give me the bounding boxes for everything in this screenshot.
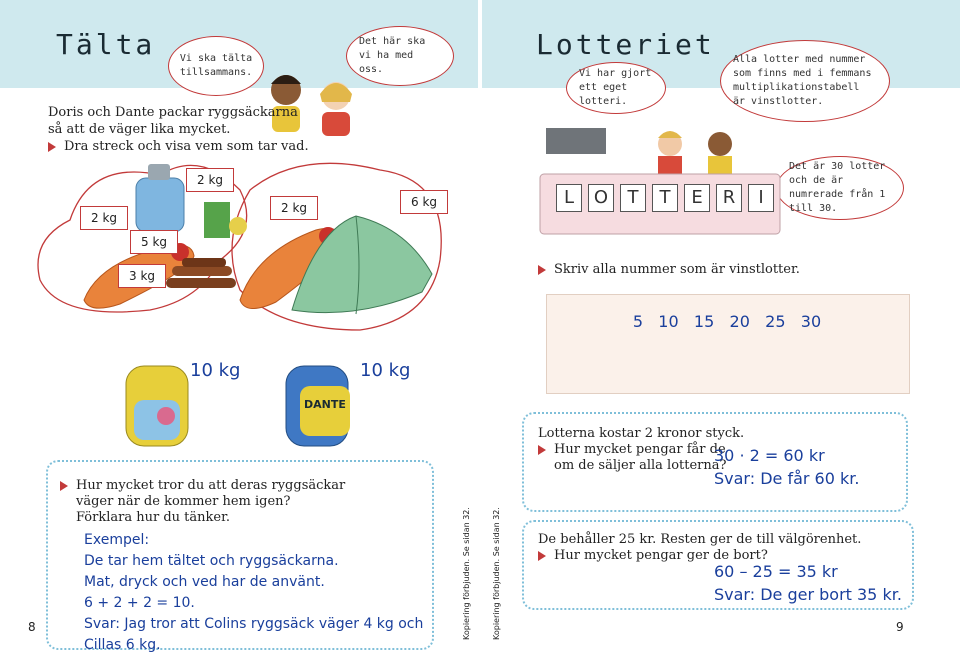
speech-bubble-gear: Det här ska vi ha med oss.: [346, 26, 454, 86]
answer-line: Svar: De får 60 kr.: [714, 469, 860, 488]
question-line: Förklara hur du tänker.: [76, 510, 230, 525]
question-line: Hur mycket tror du att deras ryggsäckar: [76, 478, 346, 493]
speech-bubble-rules: Alla lotter med nummer som finns med i femmans multiplikationstabell är vinstlotter.: [720, 40, 890, 122]
answer-line: 60 – 25 = 35 kr: [714, 562, 838, 581]
intro-line: Doris och Dante packar ryggsäckarna: [48, 105, 298, 120]
weight-tag: 2 kg: [270, 196, 318, 220]
backpack-icon: [118, 356, 198, 448]
intro-instruction: Dra streck och visa vem som tar vad.: [48, 138, 309, 155]
banner-letter: R: [716, 184, 742, 212]
answer-line: 30 · 2 = 60 kr: [714, 446, 825, 465]
speech-bubble-tent: Vi ska tälta tillsammans.: [168, 36, 264, 96]
winning-numbers-field[interactable]: [546, 294, 910, 394]
weight-tag: 3 kg: [118, 264, 166, 288]
handwritten-answer: [714, 560, 902, 606]
answer-line: Mat, dryck och ved har de använt.: [84, 574, 325, 590]
backpack-name: DANTE: [304, 398, 346, 411]
speech-bubble-lottery: Vi har gjort ett eget lotteri.: [566, 62, 666, 114]
firewood-icon: [162, 258, 242, 298]
tent-icon: [286, 210, 436, 320]
banner-letter: L: [556, 184, 582, 212]
copyright-note: Kopiering förbjuden. Se sidan 32.: [492, 507, 501, 640]
banner-letter: E: [684, 184, 710, 212]
page-number: 9: [896, 620, 904, 634]
arrow-icon: [538, 265, 546, 275]
handwritten-answer: [84, 530, 423, 656]
answer-line: De tar hem tältet och ryggsäckarna.: [84, 553, 339, 569]
answer-line: Exempel:: [84, 532, 150, 548]
arrow-icon: [538, 445, 546, 455]
weight-tag: 2 kg: [186, 168, 234, 192]
backpack-weight: 10 kg: [190, 360, 241, 381]
backpack-weight: 10 kg: [360, 360, 411, 381]
answer-line: Cillas 6 kg.: [84, 637, 161, 653]
instruction-text: Skriv alla nummer som är vinstlotter.: [538, 262, 800, 278]
water-jug-icon: [130, 160, 190, 236]
page-title-left: Tälta: [56, 28, 156, 61]
question-text: [60, 478, 345, 526]
answer-line: Svar: De ger bort 35 kr.: [714, 585, 902, 604]
banner-letter: O: [588, 184, 614, 212]
question-line: Hur mycket pengar ger de bort?: [554, 548, 768, 563]
banner-letter: T: [620, 184, 646, 212]
answer-line: 6 + 2 + 2 = 10.: [84, 595, 195, 611]
answer-line: Svar: Jag tror att Colins ryggsäck väger 4 kg och: [84, 616, 424, 632]
question-line: De behåller 25 kr. Resten ger de till välgörenhet.: [538, 532, 862, 547]
intro-line: så att de väger lika mycket.: [48, 122, 231, 137]
banner-letter: I: [748, 184, 774, 212]
banner-letter: T: [652, 184, 678, 212]
arrow-icon: [60, 481, 68, 491]
weight-tag: 6 kg: [400, 190, 448, 214]
question-line: väger när de kommer hem igen?: [76, 494, 291, 509]
question-line: om de säljer alla lotterna?: [554, 458, 727, 473]
handwritten-answer: [714, 444, 859, 490]
question-line: Hur mycket pengar får de: [554, 442, 726, 457]
speech-bubble-count: Det är 30 lotter och de är numrerade från 1 till 30.: [776, 156, 904, 220]
arrow-icon: [538, 551, 546, 561]
winning-numbers: 5 10 15 20 25 30: [632, 312, 822, 331]
weight-tag: 2 kg: [80, 206, 128, 230]
question-line: Lotterna kostar 2 kronor styck.: [538, 426, 745, 441]
lottery-banner: [556, 184, 774, 212]
page-title-right: Lotteriet: [536, 28, 715, 61]
copyright-note: Kopiering förbjuden. Se sidan 32.: [462, 507, 471, 640]
page-number: 8: [28, 620, 36, 634]
weight-tag: 5 kg: [130, 230, 178, 254]
